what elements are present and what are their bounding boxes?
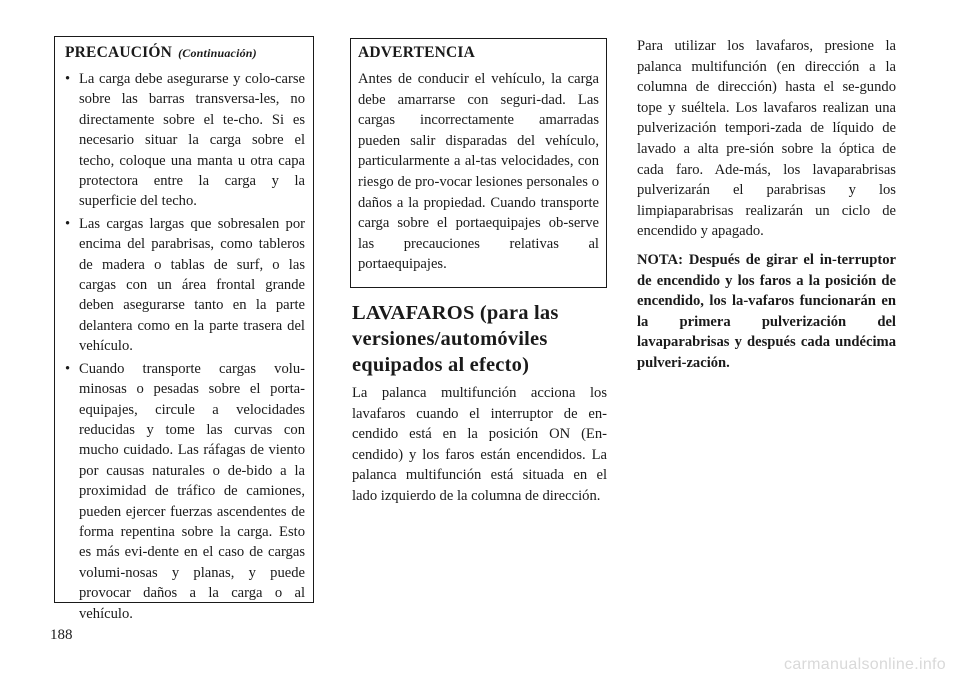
caution-bullet-text: Cuando transporte cargas volu-minosas o pesadas sobre el porta-equipajes, circule a velocidades reducidas y tome las curvas con mucho cuidado. Las ráfagas de viento por causas naturales o de-bido a la proximidad de tráfico de camiones, pueden ejercer fuerzas ascendentes de forma repentina sobre la carga. Esto es más evi-dente en el caso de cargas volumi-nosas y planas, y puede provocar daños a la carga o al vehículo.	[79, 360, 305, 622]
warning-text: Antes de conducir el vehículo, la carga debe amarrarse con seguri-dad. Las cargas incorrectamente amarradas pueden salir disparadas del vehículo, particularmente a al-tas velocidades, con riesgo de pro-vocar lesiones personales o daños a la propiedad. Cuando transporte carga sobre el portaequipajes ob-serve las precauciones relativas al portaequipajes.	[358, 71, 599, 273]
caution-bullet-item	[65, 214, 305, 357]
section-paragraph: La palanca multifunción acciona los lavafaros cuando el interruptor de en-cendido está en la posición ON (En-cendido) y los faros están encendidos. La palanca multifunción está situada en el lado izquierdo de la columna de dirección.	[352, 385, 607, 504]
right-paragraph: Para utilizar los lavafaros, presione la palanca multifunción (en dirección a la columna de dirección) hasta el se-gundo tope y suéltela. Los lavafaros realizan una pulverización tempori-zada de líquido de lavado a alta pre-sión sobre la óptica de cada faro. Ade-más, los lavaparabrisas pulverizarán el parabrisas y los limpiaparabrisas realizarán un ciclo de encendido y apagado.	[637, 38, 896, 240]
note-label: NOTA:	[637, 251, 683, 268]
caution-bullet-item	[65, 359, 305, 624]
right-column	[637, 36, 896, 374]
note-text: Después de girar el in-terruptor de encendido y los faros a la posición de encendido, los la-vafaros funcionarán en la primera pulverización del lavaparabrisas y después cada undécima pulveri-zación.	[637, 251, 896, 371]
bullet-dot-icon: •	[65, 360, 71, 377]
caution-bullet-text: La carga debe asegurarse y colo-carse sobre las barras transversa-les, no directamente sobre el te-cho. Si es necesario situar la carga sobre el techo, coloque una manta u otra capa protectora entre la carga y la superficie del techo.	[79, 71, 305, 210]
bullet-dot-icon: •	[65, 215, 71, 232]
caution-bullet-text: Las cargas largas que sobresalen por encima del parabrisas, como tableros de madera o tablas de surf, o las cargas con un área frontal grande deben asegurarse tanto en la parte delantera como en la parte trasera del vehículo.	[79, 215, 305, 355]
caution-title-text: PRECAUCIÓN	[65, 44, 173, 61]
caution-bullet-item	[65, 69, 305, 212]
caution-box	[54, 36, 314, 622]
warning-title: ADVERTENCIA	[358, 44, 476, 61]
caution-bullet-list	[65, 69, 305, 624]
warning-box	[350, 38, 607, 288]
caution-title	[65, 43, 305, 63]
note-paragraph	[637, 250, 896, 374]
watermark: carmanualsonline.info	[784, 656, 946, 673]
section-heading: LAVAFAROS (para las versiones/automóviles equipados al efecto)	[352, 302, 559, 376]
bullet-dot-icon: •	[65, 71, 71, 87]
caution-continuation: (Continuación)	[178, 46, 257, 60]
page-number: 188	[50, 627, 73, 643]
